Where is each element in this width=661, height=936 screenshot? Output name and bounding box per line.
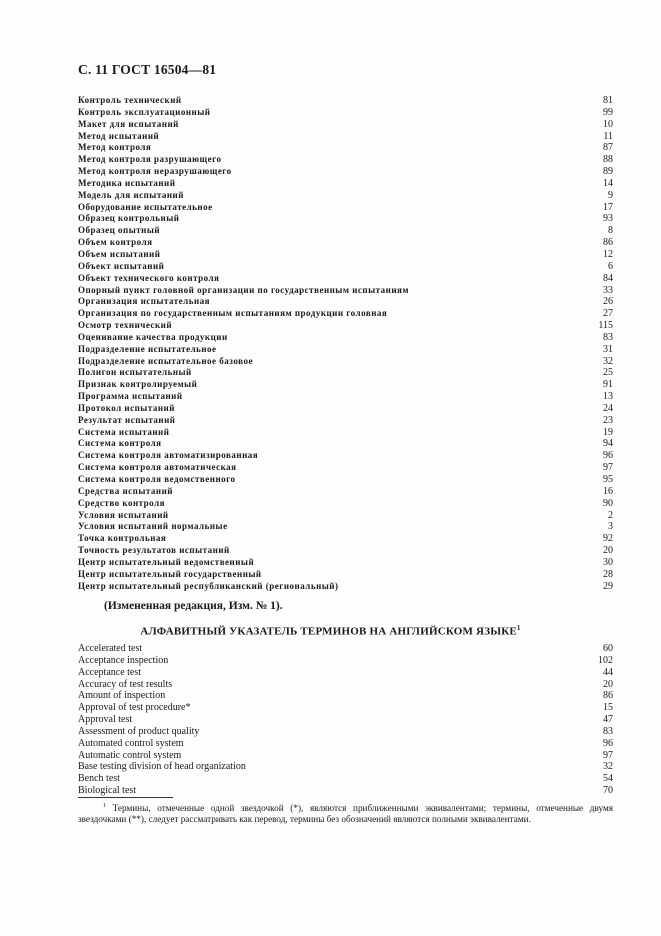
index-number: 8	[608, 225, 613, 237]
page-header: С. 11 ГОСТ 16504—81	[78, 62, 217, 77]
index-term: Методика испытаний	[78, 177, 176, 188]
index-number: 83	[603, 725, 613, 737]
index-number: 28	[603, 568, 613, 580]
index-number: 26	[603, 296, 613, 308]
index-term: Центр испытательный государственный	[78, 568, 262, 579]
index-term: Макет для испытаний	[78, 118, 179, 129]
index-term: Система контроля	[78, 438, 162, 449]
index-row	[78, 332, 613, 344]
index-term: Метод испытаний	[78, 130, 160, 141]
index-row	[78, 367, 613, 379]
index-row	[78, 679, 613, 691]
index-number: 97	[603, 462, 613, 474]
index-number: 24	[603, 402, 613, 414]
index-row	[78, 498, 613, 510]
index-term: Biological test	[78, 785, 137, 797]
index-term: Accuracy of test results	[78, 678, 173, 690]
index-row	[78, 379, 613, 391]
index-number: 96	[603, 450, 613, 462]
index-row	[78, 213, 613, 225]
index-row	[78, 154, 613, 166]
russian-term-index	[78, 95, 613, 592]
index-number: 93	[603, 213, 613, 225]
section-title	[0, 624, 661, 638]
index-row	[78, 643, 613, 655]
index-row	[78, 308, 613, 320]
index-term: Оценивание качества продукции	[78, 331, 228, 342]
index-row	[78, 142, 613, 154]
index-number: 30	[603, 556, 613, 568]
index-row	[78, 474, 613, 486]
index-row	[78, 273, 613, 285]
index-term: Контроль эксплуатационный	[78, 106, 211, 117]
index-row	[78, 450, 613, 462]
index-row	[78, 356, 613, 368]
index-number: 32	[603, 761, 613, 773]
index-row	[78, 438, 613, 450]
english-term-index	[78, 643, 613, 797]
index-number: 2	[608, 509, 613, 521]
index-term: Метод контроля разрушающего	[78, 154, 222, 165]
index-row	[78, 249, 613, 261]
index-row	[78, 119, 613, 131]
index-term: Объем испытаний	[78, 248, 161, 259]
index-number: 88	[603, 154, 613, 166]
index-number: 115	[598, 320, 613, 332]
index-number: 84	[603, 272, 613, 284]
footnote	[78, 801, 613, 826]
index-row	[78, 95, 613, 107]
index-term: Протокол испытаний	[78, 402, 175, 413]
index-row	[78, 655, 613, 667]
index-term: Accelerated test	[78, 643, 143, 654]
index-number: 17	[603, 201, 613, 213]
index-row	[78, 166, 613, 178]
index-row	[78, 581, 613, 593]
index-row	[78, 486, 613, 498]
index-number: 14	[603, 177, 613, 189]
index-term: Объект технического контроля	[78, 272, 220, 283]
index-row	[78, 761, 613, 773]
index-term: Bench test	[78, 773, 120, 785]
index-term: Образец контрольный	[78, 213, 180, 224]
index-row	[78, 714, 613, 726]
index-row	[78, 237, 613, 249]
index-row	[78, 344, 613, 356]
index-number: 20	[603, 545, 613, 557]
index-number: 32	[603, 355, 613, 367]
index-number: 95	[603, 474, 613, 485]
index-row	[78, 750, 613, 762]
index-term: Метод контроля	[78, 142, 152, 153]
index-number: 20	[603, 678, 613, 690]
index-row	[78, 521, 613, 533]
index-number: 86	[603, 690, 613, 702]
index-row	[78, 557, 613, 569]
index-row	[78, 738, 613, 750]
index-number: 54	[603, 773, 613, 785]
index-term: Средства испытаний	[78, 485, 173, 496]
index-row	[78, 667, 613, 679]
index-row	[78, 690, 613, 702]
index-term: Условия испытаний	[78, 509, 169, 520]
index-number: 91	[603, 379, 613, 391]
index-number: 9	[608, 189, 613, 201]
index-number: 94	[603, 438, 613, 450]
index-number: 27	[603, 308, 613, 320]
index-term: Acceptance test	[78, 666, 142, 678]
index-row	[78, 178, 613, 190]
index-row	[78, 415, 613, 427]
index-term: Base testing division of head organization	[78, 761, 246, 773]
index-term: Точность результатов испытаний	[78, 545, 230, 556]
index-term: Approval of test procedure*	[78, 702, 191, 714]
footnote-number: 1	[103, 803, 106, 809]
footnote-marker: 1	[516, 624, 521, 632]
index-row	[78, 462, 613, 474]
index-term: Контроль технический	[78, 95, 182, 105]
index-term: Полигон испытательный	[78, 367, 192, 378]
index-number: 33	[603, 284, 613, 296]
index-row	[78, 533, 613, 545]
index-term: Assessment of product quality	[78, 725, 200, 737]
index-term: Оборудование испытательное	[78, 201, 213, 212]
index-term: Подразделение испытательное	[78, 343, 217, 354]
edition-note: (Измененная редакция, Изм. № 1).	[104, 600, 283, 612]
index-number: 97	[603, 749, 613, 761]
index-term: Условия испытаний нормальные	[78, 521, 228, 532]
index-number: 81	[603, 95, 613, 106]
index-term: Центр испытательный ведомственный	[78, 556, 255, 567]
index-row	[78, 261, 613, 273]
index-term: Approval test	[78, 714, 133, 726]
index-term: Объем контроля	[78, 237, 153, 248]
index-term: Подразделение испытательное базовое	[78, 355, 253, 366]
index-term: Программа испытаний	[78, 391, 183, 402]
index-number: 13	[603, 391, 613, 403]
index-row	[78, 403, 613, 415]
index-term: Организация по государственным испытаниям продукции головная	[78, 308, 388, 319]
index-number: 16	[603, 485, 613, 497]
index-term: Средство контроля	[78, 497, 165, 508]
index-term: Результат испытаний	[78, 414, 176, 425]
index-term: Осмотр технический	[78, 320, 173, 331]
index-row	[78, 131, 613, 143]
index-term: Организация испытательная	[78, 296, 211, 307]
index-term: Automated control system	[78, 737, 184, 749]
index-term: Система контроля ведомственного	[78, 474, 236, 484]
index-row	[78, 785, 613, 797]
index-number: 102	[598, 654, 613, 666]
index-row	[78, 545, 613, 557]
index-number: 87	[603, 142, 613, 154]
index-number: 83	[603, 331, 613, 343]
index-number: 19	[603, 426, 613, 438]
index-row	[78, 773, 613, 785]
index-term: Система контроля автоматическая	[78, 462, 237, 473]
section-title-text: АЛФАВИТНЫЙ УКАЗАТЕЛЬ ТЕРМИНОВ НА АНГЛИЙСКОМ ЯЗЫКЕ	[140, 625, 517, 638]
index-row	[78, 190, 613, 202]
index-term: Система контроля автоматизированная	[78, 450, 259, 461]
index-term: Automatic control system	[78, 749, 182, 761]
index-row	[78, 702, 613, 714]
index-row	[78, 107, 613, 119]
index-number: 31	[603, 343, 613, 355]
index-row	[78, 296, 613, 308]
index-row	[78, 225, 613, 237]
index-term: Образец опытный	[78, 225, 161, 236]
index-number: 70	[603, 785, 613, 797]
index-number: 10	[603, 118, 613, 130]
index-row	[78, 427, 613, 439]
index-term: Объект испытаний	[78, 260, 165, 271]
index-term: Модель для испытаний	[78, 189, 184, 200]
index-term: Acceptance inspection	[78, 654, 169, 666]
index-term: Amount of inspection	[78, 690, 166, 702]
index-number: 12	[603, 248, 613, 260]
index-number: 11	[603, 130, 613, 142]
index-number: 29	[603, 580, 613, 592]
index-row	[78, 726, 613, 738]
index-number: 25	[603, 367, 613, 379]
index-number: 96	[603, 737, 613, 749]
index-row	[78, 569, 613, 581]
index-number: 3	[608, 521, 613, 533]
index-term: Опорный пункт головной организации по государственным испытаниям	[78, 284, 410, 295]
index-term: Метод контроля неразрушающего	[78, 166, 232, 177]
index-number: 6	[608, 260, 613, 272]
index-row	[78, 202, 613, 214]
index-number: 60	[603, 643, 613, 654]
index-term: Центр испытательный республиканский (региональный)	[78, 580, 339, 591]
index-row	[78, 391, 613, 403]
index-number: 90	[603, 497, 613, 509]
index-term: Точка контрольная	[78, 533, 167, 544]
index-term: Признак контролируемый	[78, 379, 198, 390]
index-number: 99	[603, 106, 613, 118]
footnote-divider	[78, 797, 173, 798]
index-number: 44	[603, 666, 613, 678]
index-row	[78, 320, 613, 332]
index-number: 47	[603, 714, 613, 726]
index-number: 92	[603, 533, 613, 545]
index-number: 15	[603, 702, 613, 714]
footnote-text: Термины, отмеченные одной звездочкой (*), являются приближенными эквивалентами; термины, отмеченные двумя звездочками (**), следует рассматривать как перевод, термины без обозначений являются полными эквивалентами.	[78, 803, 613, 825]
index-number: 86	[603, 237, 613, 249]
index-row	[78, 510, 613, 522]
index-row	[78, 285, 613, 297]
index-term: Система испытаний	[78, 426, 170, 437]
index-number: 89	[603, 166, 613, 178]
index-number: 23	[603, 414, 613, 426]
